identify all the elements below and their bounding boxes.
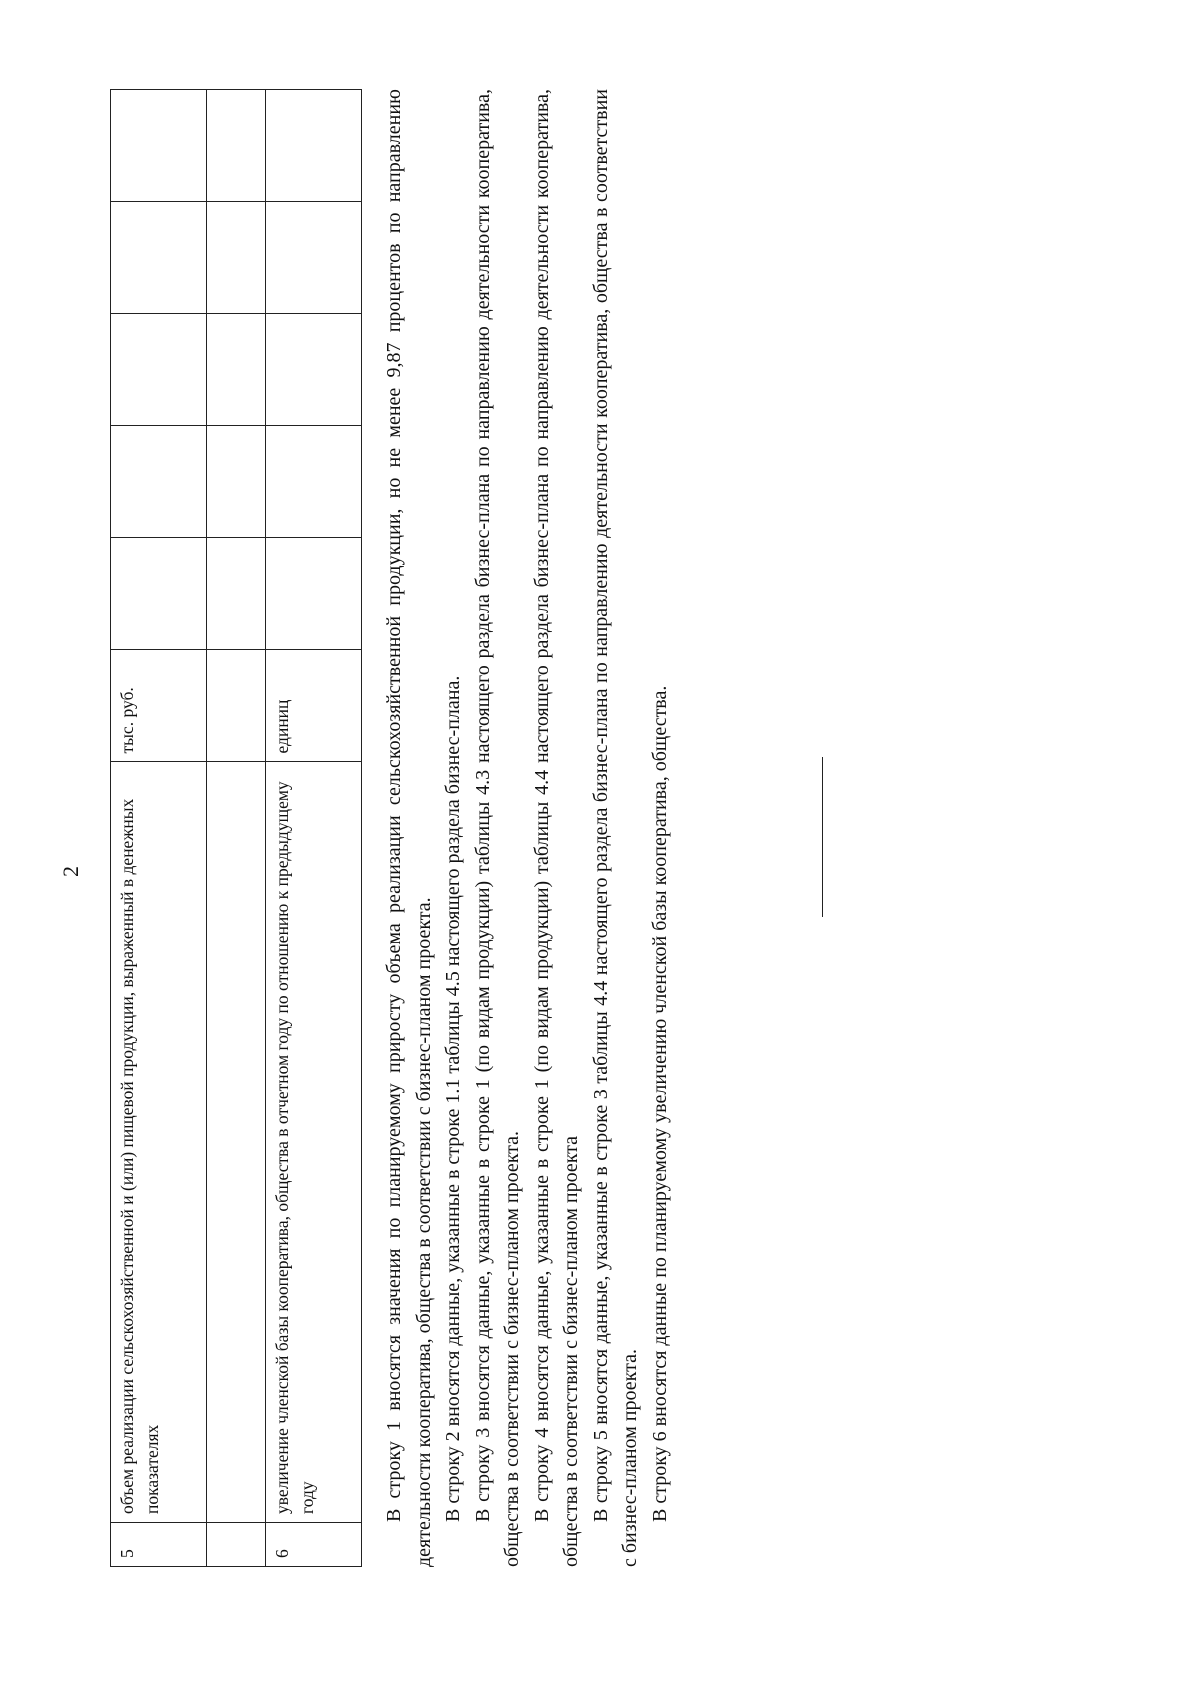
table-cell-value — [206, 90, 266, 202]
table-cell-value — [111, 538, 207, 650]
table-cell-value — [206, 202, 266, 314]
table-cell-value — [111, 314, 207, 426]
page-number: 2 — [58, 866, 83, 877]
table-cell-value — [206, 426, 266, 538]
explanatory-text — [380, 89, 675, 1567]
paragraph: В строку 1 вносятся значения по планируемому приросту объема реализации сельскохозяйственной продукции, но не менее 9,87 процентов по направлению деятельности кооператива, общества в соответствии с бизнес-планом проекта. — [383, 89, 435, 1567]
table-cell-no — [206, 1522, 266, 1566]
table-cell-value — [206, 314, 266, 426]
paragraph: В строку 5 вносятся данные, указанные в строке 3 таблицы 4.4 настоящего раздела бизнес-плана по направлению деятельности кооператива, общества в соответствии с бизнес-планом проекта. — [589, 89, 641, 1567]
paragraph: В строку 6 вносятся данные по планируемому увеличению членской базы кооператива, общества. — [648, 685, 671, 1522]
indicators-table — [110, 89, 362, 1567]
table-cell-value — [266, 90, 362, 202]
table-row — [111, 90, 207, 1567]
table-cell-no: 5 — [111, 1522, 207, 1566]
table-cell-unit — [206, 650, 266, 762]
paragraph: В строку 2 вносятся данные, указанные в строке 1.1 таблицы 4.5 настоящего раздела бизнес-плана. — [442, 675, 464, 1522]
closing-rule — [822, 757, 823, 917]
table-cell-value — [266, 314, 362, 426]
table-cell-value — [266, 426, 362, 538]
table-cell-value — [266, 538, 362, 650]
table-cell-indicator: увеличение членской базы кооператива, общества в отчетном году по отношению к предыдущему году — [266, 762, 362, 1523]
table-cell-value — [266, 202, 362, 314]
table-cell-value — [206, 538, 266, 650]
table-cell-no: 6 — [266, 1522, 362, 1566]
table-cell-unit: единиц — [266, 650, 362, 762]
table-cell-value — [111, 90, 207, 202]
table-cell-value — [111, 426, 207, 538]
table-cell-value — [111, 202, 207, 314]
table-cell-indicator: объем реализации сельскохозяйственной и (или) пищевой продукции, выраженный в денежных показателях — [111, 762, 207, 1523]
table-row — [266, 90, 362, 1567]
paragraph: В строку 3 вносятся данные, указанные в строке 1 (по видам продукции) таблицы 4.3 настоящего раздела бизнес-плана по направлению деятельности кооператива, общества в соответствии с бизнес-планом проекта. — [471, 89, 523, 1567]
table-cell-unit: тыс. руб. — [111, 650, 207, 762]
table-cell-indicator — [206, 762, 266, 1523]
table-row — [206, 90, 266, 1567]
paragraph: В строку 4 вносятся данные, указанные в строке 1 (по видам продукции) таблицы 4.4 настоящего раздела бизнес-плана по направлению деятельности кооператива, общества в соответствии с бизнес-планом проекта — [530, 89, 582, 1567]
